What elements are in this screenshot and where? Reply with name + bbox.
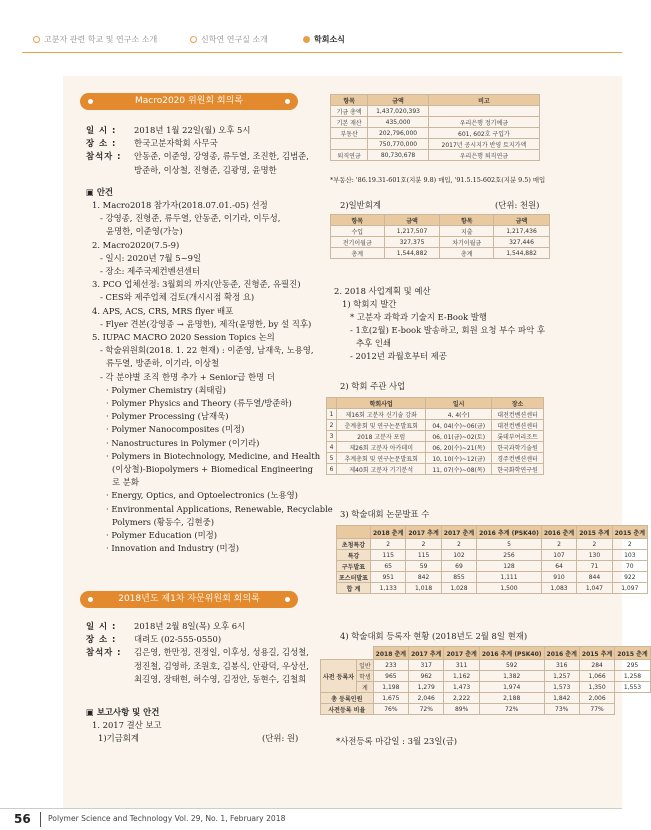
agenda-list — [92, 199, 333, 555]
footer-divider — [40, 812, 41, 827]
agenda-line: Polymers (황동수, 김현중) — [112, 516, 215, 527]
nav-item-labs[interactable]: 신학연 연구실 소개 — [190, 34, 268, 54]
table-row: 6 제40회 고분자 기기분석 11, 07(수)~08(목) 한국화학연구원 — [327, 464, 544, 475]
events-table: 학회사업 일시 장소 1 제16회 고분자 신기술 강좌 4, 4(수) 대전컨벤션센터 2 춘계총회 및 연구논문발표회 04, 04(수)~06(금) 대전컨벤션센터 3 2018 고분자 포럼 06, 01(금)~02(토) 롯데부여리조트 4 제26회 고분자 아카데미 06, 20(수)~21(목) 한국과학기술원 5 추계총회 및 연구논문발표회 10, 10(수)~12(금) 경주컨벤션센터 6 제40회 고분자 기기분석 11, 07(수)~08(목) 한국화학연구원 — [326, 397, 544, 475]
table-row: 1 제16회 고분자 신기술 강좌 4, 4(수) 대전컨벤션센터 — [327, 409, 544, 420]
plan-item-1: 1) 학회지 발간 — [342, 299, 397, 309]
agenda-line: 4. APS, ACS, CRS, MRS flyer 배포 — [92, 305, 234, 316]
nav-item-news[interactable]: 학회소식 — [303, 34, 345, 54]
agenda-line: - 강영종, 진형준, 류두열, 안동준, 이기라, 이두성, — [100, 213, 281, 224]
agenda-line: · Polymers in Biotechnology, Medicine, and Health — [106, 450, 321, 461]
general-table: 항목 금액 항목 금액 수입 1,217,507 지출 1,217,436 전기이월금 327,375 차기이월금 327,446 총계 1,544,882 총계 1,544,882 — [330, 214, 550, 259]
meeting1-info: 일 시 : 2018년 1월 22일(월) 오후 5시 장 소 : 한국고분자학회 사무국 참석자 : 안동준, 이준영, 강영종, 류두열, 조진한, 김범준, 방준하, 이상철, 진형준, 김광명, 윤명한 — [86, 125, 309, 175]
agenda-line: · Polymer Processing (남재욱) — [106, 411, 229, 422]
agenda-line: · Polymer Physics and Theory (류두열/방준하) — [106, 398, 292, 409]
section-title-macro2020: Macro2020 위원회 회의록 — [80, 93, 298, 110]
agenda-line: 2. Macro2020(7.5-9) — [92, 239, 180, 250]
table-row: 초청특강 2 2 2 5 2 2 2 — [337, 539, 648, 550]
agenda-line: 5. IUPAC MACRO 2020 Session Topics 논의 — [92, 332, 275, 343]
papers-table: 2018 춘계 2017 추계 2017 춘계 2016 추계 (PSK40) 2016 춘계 2015 추계 2015 춘계 초청특강 2 2 2 5 2 2 2 특강 115 115 102 256 107 130 103 구두발표 65 59 69 128 64 71 70 포스터발표 951 842 855 1,111 910 844 922 합 계 1,133 1,018 1,028 1,500 1,083 1,047 1,097 — [336, 525, 648, 594]
agenda-line: · Environmental Applications, Renewable, Recyclable — [106, 503, 333, 514]
agenda-line: · Nanostructures in Polymer (이기라) — [106, 437, 260, 448]
agenda-line: 윤명한, 이준영(가능) — [106, 226, 183, 237]
agenda-line: · Polymer Nanocomposites (미정) — [106, 424, 245, 435]
plan-item-2: * 고분자 과학과 기술지 E-Book 발행 — [350, 312, 487, 322]
agenda-line: - Flyer 견본(강영종 → 윤명한), 제작(윤명한, by 설 직후) — [100, 318, 312, 329]
agenda-line: · Polymer Chemistry (최태림) — [106, 384, 226, 395]
circle-icon — [190, 36, 197, 43]
table-row: 4 제26회 고분자 아카데미 06, 20(수)~21(목) 한국과학기술원 — [327, 442, 544, 453]
footer-text: Polymer Science and Technology Vol. 29, No. 1, February 2018 — [48, 814, 286, 823]
agenda-line: · Energy, Optics, and Optoelectronics (노용영) — [106, 490, 298, 501]
table-row: 학생 965 962 1,162 1,382 1,257 1,066 1,258 — [321, 671, 651, 682]
agenda-line: - 장소: 제주국제컨벤션센터 — [100, 266, 200, 277]
table-row: 계 1,198 1,279 1,473 1,974 1,573 1,350 1,553 — [321, 682, 651, 693]
page-number: 56 — [14, 812, 31, 826]
reg-title: 4) 학술대회 등록자 현황 (2018년도 2월 8일 현재) — [340, 631, 528, 641]
divider — [22, 52, 622, 53]
table-row: 포스터발표 951 842 855 1,111 910 844 922 — [337, 572, 648, 583]
footer — [0, 808, 622, 830]
meeting2-info: 일 시 : 2018년 2월 8일(목) 오후 6시 장 소 : 대려도 (02-555-0550) 참석자 : 김은영, 한만정, 진정일, 이후성, 성용길, 김성철, 정진철, 김영하, 조원호, 김봉식, 안광덕, 우상선, 최길영, 장태현, 허수영, 김정안, 동현수, 김철희 — [86, 621, 309, 684]
agenda-line: 류두열, 방준하, 이기라, 이상철 — [106, 358, 220, 369]
nav-item-schools[interactable]: 고분자 관련 학교 및 연구소 소개 — [33, 34, 157, 54]
fund-table: 항목 금액 비고 기금 총액 1,437,020,393 기본 재산 435,000 우리은행 정기예금 부동산 202,796,000 601, 602호 구입가 750,770,000 2017년 공시지가 반영 토지가액 퇴직연금 80,730,678 우리은행 퇴직연금 — [330, 94, 540, 161]
table-row: 3 2018 고분자 포럼 06, 01(금)~02(토) 롯데부여리조트 — [327, 431, 544, 442]
agenda-line: - 학술위원회(2018. 1. 22 현재) : 이준영, 남재욱, 노용영, — [100, 345, 314, 356]
table-row: 사전등록 비율 76% 72% 89% 72% 73% 77% — [321, 704, 651, 715]
table-row: 합 계 1,133 1,018 1,028 1,500 1,083 1,047 1,097 — [337, 583, 648, 594]
agenda-line: - 각 분야별 조직 한명 추가 + Senior급 한명 더 — [100, 371, 275, 382]
table-row: 2 춘계총회 및 연구논문발표회 04, 04(수)~06(금) 대전컨벤션센터 — [327, 420, 544, 431]
plan-title: 2. 2018 사업계획 및 예산 — [334, 286, 431, 296]
events-title: 2) 학회 주관 사업 — [340, 381, 406, 391]
fund-note: *부동산: '86.19.31-601호(지분 9.8) 매입, '91.5.15-602호(지분 9.5) 매입 — [330, 176, 546, 184]
agenda-line: · Polymer Education (미정) — [106, 530, 218, 541]
papers-title: 3) 학술대회 논문발표 수 — [340, 509, 430, 519]
agenda-heading: ▣ 안건 — [86, 187, 114, 197]
unit-label: (단위: 원) — [262, 733, 299, 743]
report-item-2: 1)기금회계 — [98, 733, 139, 743]
table-row: 5 추계총회 및 연구논문발표회 10, 10(수)~12(금) 경주컨벤션센터 — [327, 453, 544, 464]
general-title: 2)일반회계 — [340, 200, 381, 210]
plan-item-3: - 1호(2월) E-book 발송하고, 회원 요청 부수 파악 후 — [350, 325, 545, 335]
table-row: 구두발표 65 59 69 128 64 71 70 — [337, 561, 648, 572]
report-item-1: 1. 2017 결산 보고 — [92, 720, 162, 730]
agenda-line: 로 분화 — [112, 477, 139, 488]
agenda-line: - 일시: 2020년 7월 5~9일 — [100, 252, 202, 263]
circle-icon — [33, 36, 40, 43]
table-row: 총 등록인원 1,675 2,046 2,222 2,188 1,842 2,006 — [321, 693, 651, 704]
agenda-line: · Innovation and Industry (미정) — [106, 543, 239, 554]
section-title-advisory: 2018년도 제1차 자문위원회 회의록 — [80, 591, 298, 608]
plan-item-5: - 2012년 과월호부터 제공 — [350, 351, 447, 361]
agenda-line: 1. Macro2018 참가자(2018.07.01.-05) 선정 — [92, 200, 268, 210]
plan-item-4: 추후 인쇄 — [356, 338, 392, 348]
report-heading: ▣ 보고사항 및 안건 — [86, 707, 160, 717]
general-unit: (단위: 천원) — [495, 200, 540, 210]
table-row: 사전 등록자 일반 233 317 311 592 316 284 295 — [321, 660, 651, 671]
reg-table: 2018 춘계 2017 추계 2017 춘계 2016 추계 (PSK40) 2016 춘계 2015 추계 2015 춘계 사전 등록자 일반 233 317 311 592 316 284 295 학생 965 962 1,162 1,382 1,257 1,066 1,258 계 1,198 1,279 1,473 1,974 1,573 1,350 1,553 총 등록인원 1,675 2,046 2,222 2,188 1,842 2,006 사전등록 비율 76% 72% 89% 72% 73% 77% — [320, 646, 651, 715]
reg-note: *사전등록 마감일 : 3월 23일(금) — [336, 736, 458, 746]
dot-icon — [303, 36, 310, 43]
agenda-line: - CES와 제주업체 검토(개시시점 확정 요) — [100, 292, 255, 303]
table-row: 특강 115 115 102 256 107 130 103 — [337, 550, 648, 561]
agenda-line: 3. PCO 업체선정: 3월회의 까지(안동준, 진형준, 유필진) — [92, 279, 301, 290]
agenda-line: (이상철)-Biopolymers + Biomedical Engineering — [112, 464, 313, 475]
